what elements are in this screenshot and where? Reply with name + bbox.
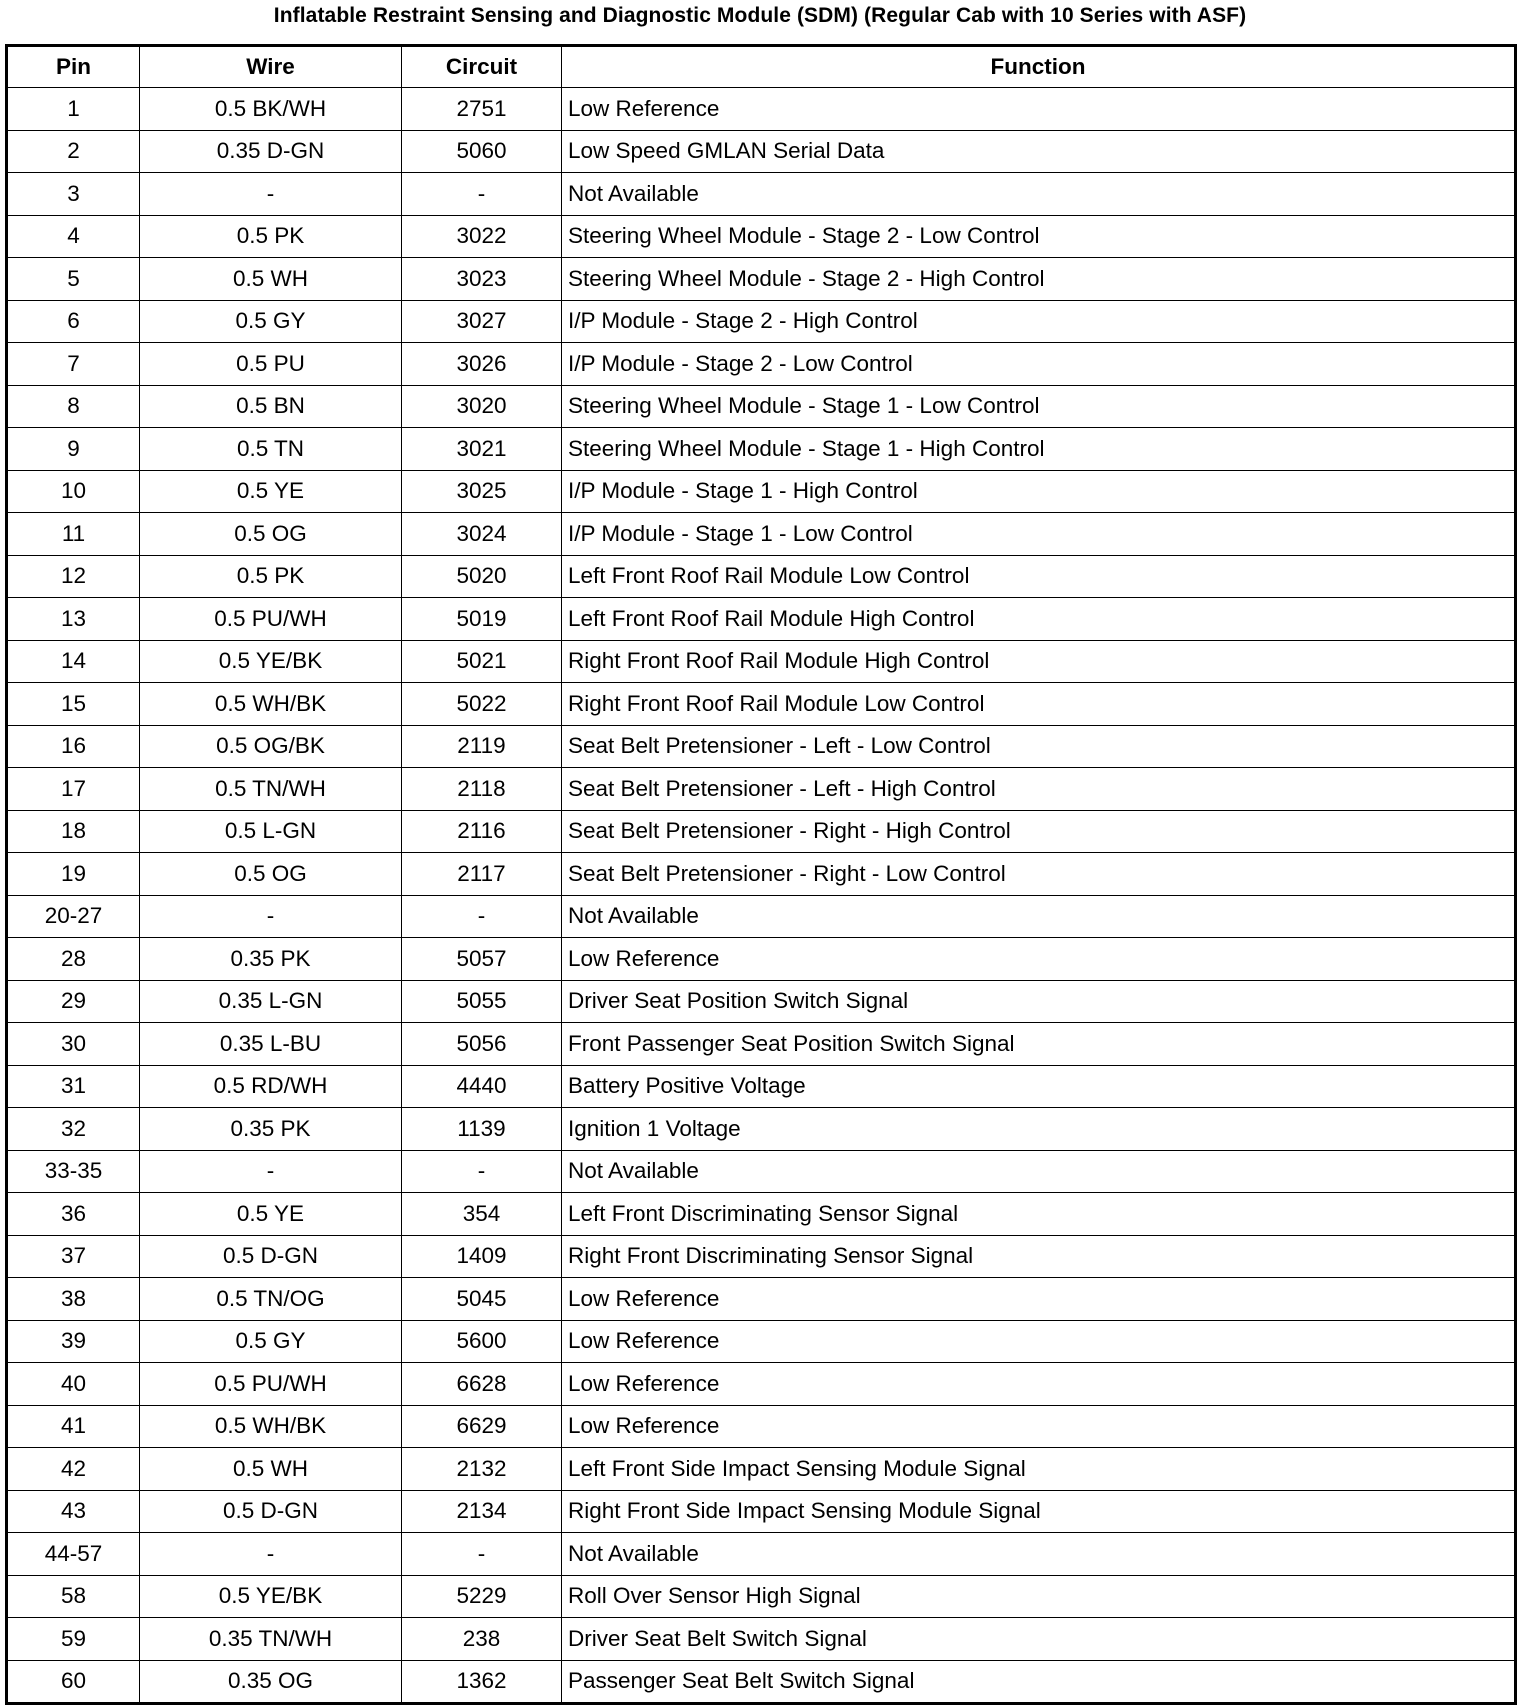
cell-wire: 0.5 GY	[140, 300, 402, 343]
cell-wire: 0.35 PK	[140, 1108, 402, 1151]
cell-pin: 1	[7, 88, 140, 131]
cell-function: Front Passenger Seat Position Switch Signal	[562, 1023, 1516, 1066]
cell-wire: 0.5 TN/WH	[140, 768, 402, 811]
cell-wire: 0.5 WH	[140, 1448, 402, 1491]
cell-pin: 12	[7, 555, 140, 598]
table-row	[7, 598, 1516, 641]
table-row	[7, 215, 1516, 258]
table-row	[7, 130, 1516, 173]
cell-pin: 43	[7, 1490, 140, 1533]
cell-circuit: 3027	[402, 300, 562, 343]
cell-pin: 39	[7, 1320, 140, 1363]
cell-function: Seat Belt Pretensioner - Left - Low Control	[562, 725, 1516, 768]
cell-pin: 3	[7, 173, 140, 216]
cell-pin: 8	[7, 385, 140, 428]
cell-circuit: 1139	[402, 1108, 562, 1151]
cell-wire: 0.5 PU	[140, 343, 402, 386]
cell-circuit: 3020	[402, 385, 562, 428]
table-row	[7, 428, 1516, 471]
table-row	[7, 343, 1516, 386]
cell-wire: 0.5 D-GN	[140, 1235, 402, 1278]
cell-wire: 0.5 GY	[140, 1320, 402, 1363]
cell-function: Seat Belt Pretensioner - Left - High Control	[562, 768, 1516, 811]
cell-wire: -	[140, 1533, 402, 1576]
cell-pin: 41	[7, 1405, 140, 1448]
cell-circuit: 2132	[402, 1448, 562, 1491]
cell-pin: 40	[7, 1363, 140, 1406]
cell-wire: 0.5 OG	[140, 513, 402, 556]
cell-function: Driver Seat Position Switch Signal	[562, 980, 1516, 1023]
cell-circuit: 354	[402, 1193, 562, 1236]
cell-wire: 0.5 PK	[140, 215, 402, 258]
cell-pin: 15	[7, 683, 140, 726]
cell-circuit: 2751	[402, 88, 562, 131]
cell-function: Not Available	[562, 895, 1516, 938]
cell-pin: 44-57	[7, 1533, 140, 1576]
table-row	[7, 258, 1516, 301]
cell-function: Steering Wheel Module - Stage 1 - Low Control	[562, 385, 1516, 428]
cell-function: Left Front Roof Rail Module High Control	[562, 598, 1516, 641]
header-pin: Pin	[7, 46, 140, 88]
table-row	[7, 1448, 1516, 1491]
cell-wire: 0.5 PK	[140, 555, 402, 598]
table-row	[7, 1065, 1516, 1108]
cell-pin: 37	[7, 1235, 140, 1278]
cell-function: Low Reference	[562, 1405, 1516, 1448]
cell-circuit: 6628	[402, 1363, 562, 1406]
pinout-table	[5, 44, 1517, 1705]
cell-circuit: -	[402, 1150, 562, 1193]
cell-pin: 6	[7, 300, 140, 343]
cell-pin: 29	[7, 980, 140, 1023]
cell-circuit: 5056	[402, 1023, 562, 1066]
table-row	[7, 725, 1516, 768]
cell-pin: 16	[7, 725, 140, 768]
table-row	[7, 1023, 1516, 1066]
cell-pin: 28	[7, 938, 140, 981]
cell-circuit: 5055	[402, 980, 562, 1023]
cell-circuit: 3026	[402, 343, 562, 386]
cell-wire: 0.5 WH/BK	[140, 683, 402, 726]
table-row	[7, 88, 1516, 131]
cell-circuit: 2119	[402, 725, 562, 768]
cell-pin: 42	[7, 1448, 140, 1491]
cell-pin: 14	[7, 640, 140, 683]
cell-function: Low Reference	[562, 1363, 1516, 1406]
cell-function: Not Available	[562, 1150, 1516, 1193]
cell-wire: 0.35 OG	[140, 1660, 402, 1704]
table-row	[7, 470, 1516, 513]
cell-circuit: 3021	[402, 428, 562, 471]
table-body	[7, 88, 1516, 1704]
table-row	[7, 640, 1516, 683]
table-row	[7, 853, 1516, 896]
cell-circuit: 1362	[402, 1660, 562, 1704]
cell-wire: 0.5 BK/WH	[140, 88, 402, 131]
cell-wire: 0.5 WH/BK	[140, 1405, 402, 1448]
table-row	[7, 1533, 1516, 1576]
cell-wire: 0.35 L-GN	[140, 980, 402, 1023]
cell-wire: 0.5 OG	[140, 853, 402, 896]
cell-wire: -	[140, 895, 402, 938]
cell-function: Low Reference	[562, 1278, 1516, 1321]
cell-pin: 60	[7, 1660, 140, 1704]
cell-function: Left Front Side Impact Sensing Module Signal	[562, 1448, 1516, 1491]
cell-function: Left Front Roof Rail Module Low Control	[562, 555, 1516, 598]
cell-wire: 0.5 D-GN	[140, 1490, 402, 1533]
cell-function: Steering Wheel Module - Stage 2 - Low Control	[562, 215, 1516, 258]
cell-function: Left Front Discriminating Sensor Signal	[562, 1193, 1516, 1236]
cell-pin: 13	[7, 598, 140, 641]
header-circuit: Circuit	[402, 46, 562, 88]
cell-circuit: 238	[402, 1618, 562, 1661]
cell-function: Seat Belt Pretensioner - Right - High Control	[562, 810, 1516, 853]
cell-function: Driver Seat Belt Switch Signal	[562, 1618, 1516, 1661]
cell-circuit: 2117	[402, 853, 562, 896]
cell-wire: 0.5 RD/WH	[140, 1065, 402, 1108]
cell-wire: 0.5 BN	[140, 385, 402, 428]
cell-circuit: 5229	[402, 1575, 562, 1618]
cell-pin: 20-27	[7, 895, 140, 938]
cell-circuit: 1409	[402, 1235, 562, 1278]
cell-pin: 31	[7, 1065, 140, 1108]
cell-function: Battery Positive Voltage	[562, 1065, 1516, 1108]
table-row	[7, 810, 1516, 853]
cell-circuit: 5020	[402, 555, 562, 598]
table-row	[7, 300, 1516, 343]
cell-circuit: 5600	[402, 1320, 562, 1363]
cell-function: Ignition 1 Voltage	[562, 1108, 1516, 1151]
cell-circuit: 2116	[402, 810, 562, 853]
cell-wire: -	[140, 1150, 402, 1193]
cell-wire: 0.5 TN	[140, 428, 402, 471]
table-row	[7, 555, 1516, 598]
table-row	[7, 1108, 1516, 1151]
cell-function: Passenger Seat Belt Switch Signal	[562, 1660, 1516, 1704]
cell-function: Low Reference	[562, 938, 1516, 981]
table-row	[7, 1150, 1516, 1193]
table-row	[7, 895, 1516, 938]
cell-circuit: 5060	[402, 130, 562, 173]
table-row	[7, 768, 1516, 811]
cell-pin: 19	[7, 853, 140, 896]
table-row	[7, 1363, 1516, 1406]
table-row	[7, 513, 1516, 556]
cell-wire: 0.5 YE	[140, 1193, 402, 1236]
cell-circuit: 5057	[402, 938, 562, 981]
cell-function: Steering Wheel Module - Stage 2 - High Control	[562, 258, 1516, 301]
cell-pin: 38	[7, 1278, 140, 1321]
cell-wire: 0.5 OG/BK	[140, 725, 402, 768]
cell-wire: 0.5 L-GN	[140, 810, 402, 853]
table-row	[7, 1320, 1516, 1363]
cell-wire: 0.35 TN/WH	[140, 1618, 402, 1661]
cell-function: Right Front Roof Rail Module High Control	[562, 640, 1516, 683]
cell-function: I/P Module - Stage 2 - Low Control	[562, 343, 1516, 386]
cell-pin: 36	[7, 1193, 140, 1236]
cell-pin: 59	[7, 1618, 140, 1661]
cell-circuit: 3025	[402, 470, 562, 513]
cell-circuit: 3024	[402, 513, 562, 556]
table-row	[7, 1660, 1516, 1704]
cell-circuit: 6629	[402, 1405, 562, 1448]
cell-wire: 0.5 WH	[140, 258, 402, 301]
cell-circuit: -	[402, 173, 562, 216]
cell-pin: 30	[7, 1023, 140, 1066]
cell-pin: 7	[7, 343, 140, 386]
cell-function: Not Available	[562, 173, 1516, 216]
cell-circuit: 2118	[402, 768, 562, 811]
cell-function: Low Reference	[562, 1320, 1516, 1363]
cell-pin: 17	[7, 768, 140, 811]
cell-pin: 32	[7, 1108, 140, 1151]
header-function: Function	[562, 46, 1516, 88]
cell-circuit: 4440	[402, 1065, 562, 1108]
cell-pin: 5	[7, 258, 140, 301]
cell-circuit: 5021	[402, 640, 562, 683]
cell-pin: 9	[7, 428, 140, 471]
cell-wire: 0.5 YE	[140, 470, 402, 513]
table-row	[7, 980, 1516, 1023]
cell-circuit: -	[402, 895, 562, 938]
table-row	[7, 1278, 1516, 1321]
cell-circuit: -	[402, 1533, 562, 1576]
cell-pin: 2	[7, 130, 140, 173]
table-row	[7, 1575, 1516, 1618]
cell-pin: 11	[7, 513, 140, 556]
cell-function: Right Front Roof Rail Module Low Control	[562, 683, 1516, 726]
table-row	[7, 1405, 1516, 1448]
cell-circuit: 5022	[402, 683, 562, 726]
table-row	[7, 1490, 1516, 1533]
cell-pin: 10	[7, 470, 140, 513]
cell-wire: 0.5 TN/OG	[140, 1278, 402, 1321]
table-row	[7, 385, 1516, 428]
cell-function: Steering Wheel Module - Stage 1 - High Control	[562, 428, 1516, 471]
cell-circuit: 2134	[402, 1490, 562, 1533]
cell-pin: 33-35	[7, 1150, 140, 1193]
cell-pin: 4	[7, 215, 140, 258]
cell-wire: 0.35 PK	[140, 938, 402, 981]
cell-function: I/P Module - Stage 1 - High Control	[562, 470, 1516, 513]
header-wire: Wire	[140, 46, 402, 88]
cell-function: Right Front Discriminating Sensor Signal	[562, 1235, 1516, 1278]
table-row	[7, 683, 1516, 726]
table-row	[7, 938, 1516, 981]
cell-function: Not Available	[562, 1533, 1516, 1576]
cell-pin: 58	[7, 1575, 140, 1618]
cell-circuit: 3023	[402, 258, 562, 301]
cell-wire: 0.5 YE/BK	[140, 640, 402, 683]
table-row	[7, 1193, 1516, 1236]
cell-circuit: 5019	[402, 598, 562, 641]
page-title: Inflatable Restraint Sensing and Diagnostic Module (SDM) (Regular Cab with 10 Series with ASF)	[273, 4, 1247, 27]
cell-wire: 0.5 PU/WH	[140, 598, 402, 641]
cell-wire: 0.5 PU/WH	[140, 1363, 402, 1406]
cell-function: Low Reference	[562, 88, 1516, 131]
cell-function: Seat Belt Pretensioner - Right - Low Control	[562, 853, 1516, 896]
cell-function: I/P Module - Stage 2 - High Control	[562, 300, 1516, 343]
table-row	[7, 173, 1516, 216]
cell-function: Roll Over Sensor High Signal	[562, 1575, 1516, 1618]
cell-circuit: 3022	[402, 215, 562, 258]
cell-wire: 0.35 D-GN	[140, 130, 402, 173]
table-row	[7, 1235, 1516, 1278]
cell-function: Low Speed GMLAN Serial Data	[562, 130, 1516, 173]
cell-function: I/P Module - Stage 1 - Low Control	[562, 513, 1516, 556]
header-row	[7, 46, 1516, 88]
cell-pin: 18	[7, 810, 140, 853]
cell-wire: 0.35 L-BU	[140, 1023, 402, 1066]
cell-wire: 0.5 YE/BK	[140, 1575, 402, 1618]
cell-circuit: 5045	[402, 1278, 562, 1321]
table-row	[7, 1618, 1516, 1661]
cell-wire: -	[140, 173, 402, 216]
cell-function: Right Front Side Impact Sensing Module Signal	[562, 1490, 1516, 1533]
